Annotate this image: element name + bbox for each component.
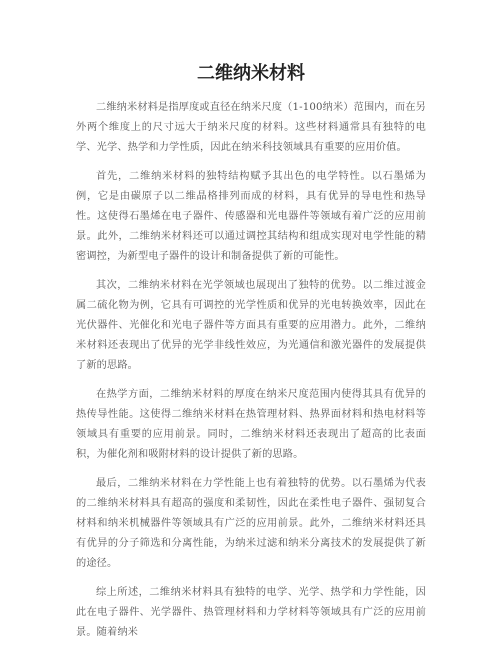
document-title: 二维纳米材料	[197, 63, 305, 84]
paragraph-5: 最后，二维纳米材料在力学性能上也有着独特的优势。以石墨烯为代表的二维纳米材料具有超高的强度和柔韧性，因此在柔性电子器件、强韧复合材料和纳米机械器件等领域具有广泛的应用前景。此外，二维纳米材料还具有优异的分子筛选和分离性能，为纳米过滤和纳米分离技术的发展提供了新的途径。	[76, 478, 426, 569]
paragraph-4: 在热学方面，二维纳米材料的厚度在纳米尺度范围内使得其具有优异的热传导性能。这使得二维纳米材料在热管理材料、热界面材料和热电材料等领域具有重要的应用前景。同时，二维纳米材料还表现出了超高的比表面积，为催化剂和吸附材料的设计提供了新的思路。	[76, 389, 426, 460]
document-body	[76, 98, 426, 652]
paragraph-6: 综上所述，二维纳米材料具有独特的电学、光学、热学和力学性能，因此在电子器件、光学器件、热管理材料和力学材料等领域具有广泛的应用前景。随着纳米	[76, 587, 426, 638]
paragraph-2: 首先，二维纳米材料的独特结构赋予其出色的电学特性。以石墨烯为例，它是由碳原子以二维晶格排列而成的材料，具有优异的导电性和热导性。这使得石墨烯在电子器件、传感器和光电器件等领域有着广泛的应用前景。此外，二维纳米材料还可以通过调控其结构和组成实现对电学性能的精密调控，为新型电子器件的设计和制备提供了新的可能性。	[76, 171, 426, 262]
paragraph-1: 二维纳米材料是指厚度或直径在纳米尺度（1-100纳米）范围内，而在另外两个维度上的尺寸远大于纳米尺度的材料。这些材料通常具有独特的电学、光学、热学和力学性质，因此在纳米科技领域具有重要的应用价值。	[76, 102, 426, 153]
paragraph-3: 其次，二维纳米材料在光学领域也展现出了独特的优势。以二维过渡金属二硫化物为例，它具有可调控的光学性质和优异的光电转换效率，因此在光伏器件、光催化和光电子器件等方面具有重要的应用潜力。此外，二维纳米材料还表现出了优异的光学非线性效应，为光通信和激光器件的发展提供了新的思路。	[76, 280, 426, 371]
